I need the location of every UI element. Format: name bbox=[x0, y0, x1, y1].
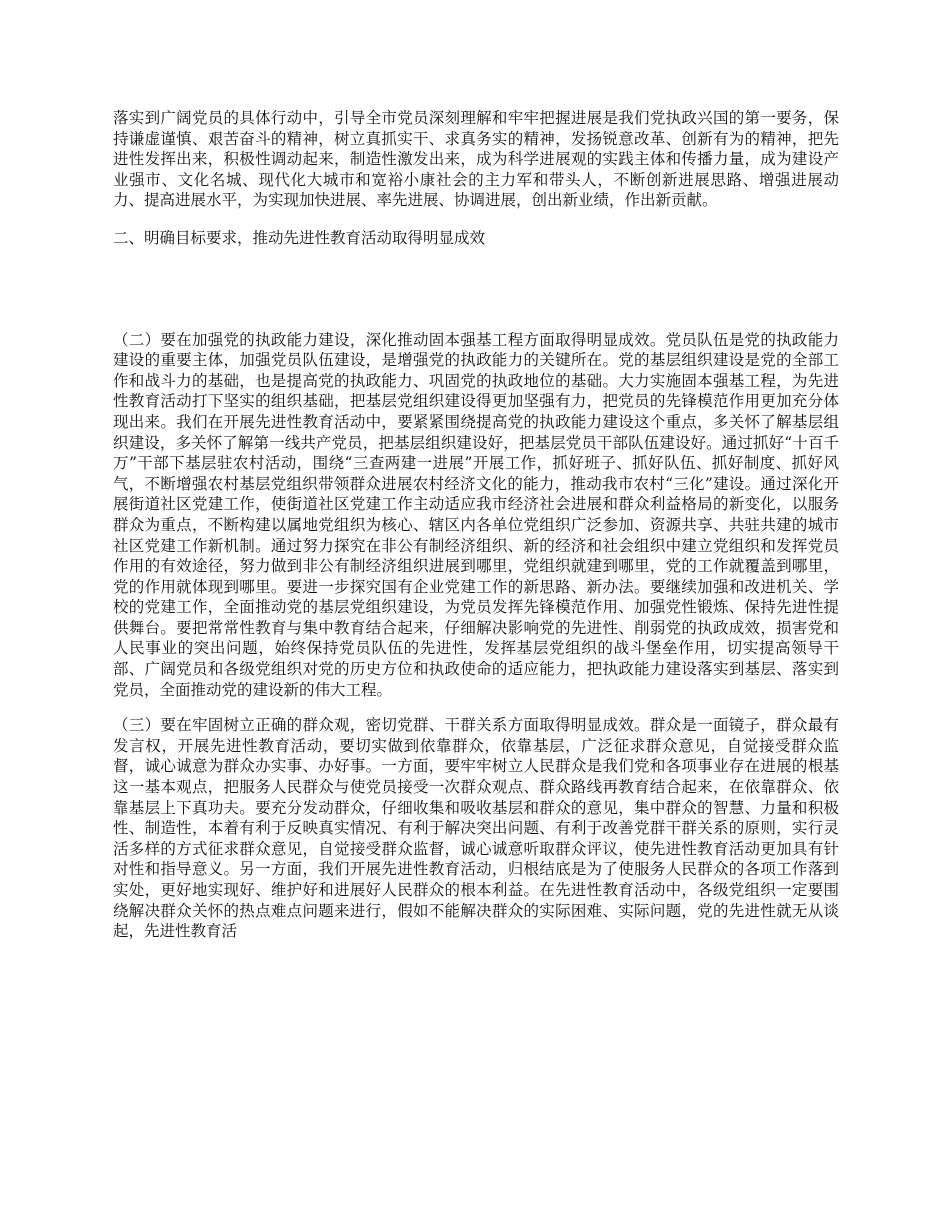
section-heading: 二、明确目标要求，推动先进性教育活动取得明显成效 bbox=[113, 228, 486, 247]
paragraph-section-three: （三）要在牢固树立正确的群众观，密切党群、干群关系方面取得明显成效。群众是一面镜子，群众最有发言权，开展先进性教育活动，要切实做到依靠群众，依靠基层，广泛征求群众意见，自觉接受群众监督，诚心诚意为群众办实事、办好事。一方面，要牢牢树立人民群众是我们党和各项事业存在进展的根基这一基本观点，把服务人民群众与使党员接受一次群众观点、群众路线再教育结合起来，在依靠群众、依靠基层上下真功夫。要充分发动群众，仔细收集和吸收基层和群众的意见，集中群众的智慧、力量和积极性、制造性，本着有利于反映真实情况、有利于解决突出问题、有利于改善党群干群关系的原则，实行灵活多样的方式征求群众意见，自觉接受群众监督，诚心诚意听取群众评议，使先进性教育活动更加具有针对性和指导意义。另一方面，我们开展先进性教育活动，归根结底是为了使服务人民群众的各项工作落到实处，更好地实现好、维护好和进展好人民群众的根本利益。在先进性教育活动中，各级党组织一定要围绕解决群众关怀的热点难点问题来进行，假如不能解决群众的实际困难、实际问题，党的先进性就无从谈起，先进性教育活 bbox=[113, 716, 839, 941]
paragraph-section-two: （二）要在加强党的执政能力建设，深化推动固本强基工程方面取得明显成效。党员队伍是党的执政能力建设的重要主体，加强党员队伍建设，是增强党的执政能力的关键所在。党的基层组织建设是党的全部工作和战斗力的基础，也是提高党的执政能力、巩固党的执政地位的基础。大力实施固本强基工程，为先进性教育活动打下坚实的组织基础，把基层党组织建设得更加坚强有力，把党员的先锋模范作用更加充分体现出来。我们在开展先进性教育活动中，要紧紧围绕提高党的执政能力建设这个重点，多关怀了解基层组织建设，多关怀了解第一线共产党员，把基层组织建设好，把基层党员干部队伍建设好。通过抓好“十百千万”干部下基层驻农村活动，围绕“三查两建一进展”开展工作，抓好班子、抓好队伍、抓好制度、抓好风气，不断增强农村基层党组织带领群众进展农村经济文化的能力，推动我市农村“三化”建设。通过深化开展街道社区党建工作，使街道社区党建工作主动适应我市经济社会进展和群众利益格局的新变化，以服务群众为重点，不断构建以属地党组织为核心、辖区内各单位党组织广泛参加、资源共享、共驻共建的城市社区党建工作新机制。通过努力探究在非公有制经济组织、新的经济和社会组织中建立党组织和发挥党员作用的有效途径，努力做到非公有制经济组织进展到哪里，党组织就建到哪里，党的工作就覆盖到哪里，党的作用就体现到哪里。要进一步探究国有企业党建工作的新思路、新办法。要继续加强和改进机关、学校的党建工作，全面推动党的基层党组织建设，为党员发挥先锋模范作用、加强党性锻炼、保持先进性提供舞台。要把常常性教育与集中教育结合起来，仔细解决影响党的先进性、削弱党的执政成效，损害党和人民事业的突出问题，始终保持党员队伍的先进性，发挥基层党组织的战斗堡垒作用，切实提高领导干部、广阔党员和各级党组织对党的历史方位和执政使命的适应能力，把执政能力建设落实到基层、落实到党员，全面推动党的建设新的伟大工程。 bbox=[113, 330, 839, 699]
document-page bbox=[113, 108, 839, 942]
paragraph-intro: 落实到广阔党员的具体行动中，引导全市党员深刻理解和牢牢把握进展是我们党执政兴国的第一要务，保持谦虚谨慎、艰苦奋斗的精神，树立真抓实干、求真务实的精神，发扬锐意改革、创新有为的精神，把先进性发挥出来，积极性调动起来，制造性激发出来，成为科学进展观的实践主体和传播力量，成为建设产业强市、文化名城、现代化大城市和宽裕小康社会的主力军和带头人，不断创新进展思路、增强进展动力、提高进展水平，为实现加快进展、率先进展、协调进展，创出新业绩，作出新贡献。 bbox=[113, 109, 839, 210]
blank-space bbox=[113, 249, 839, 330]
